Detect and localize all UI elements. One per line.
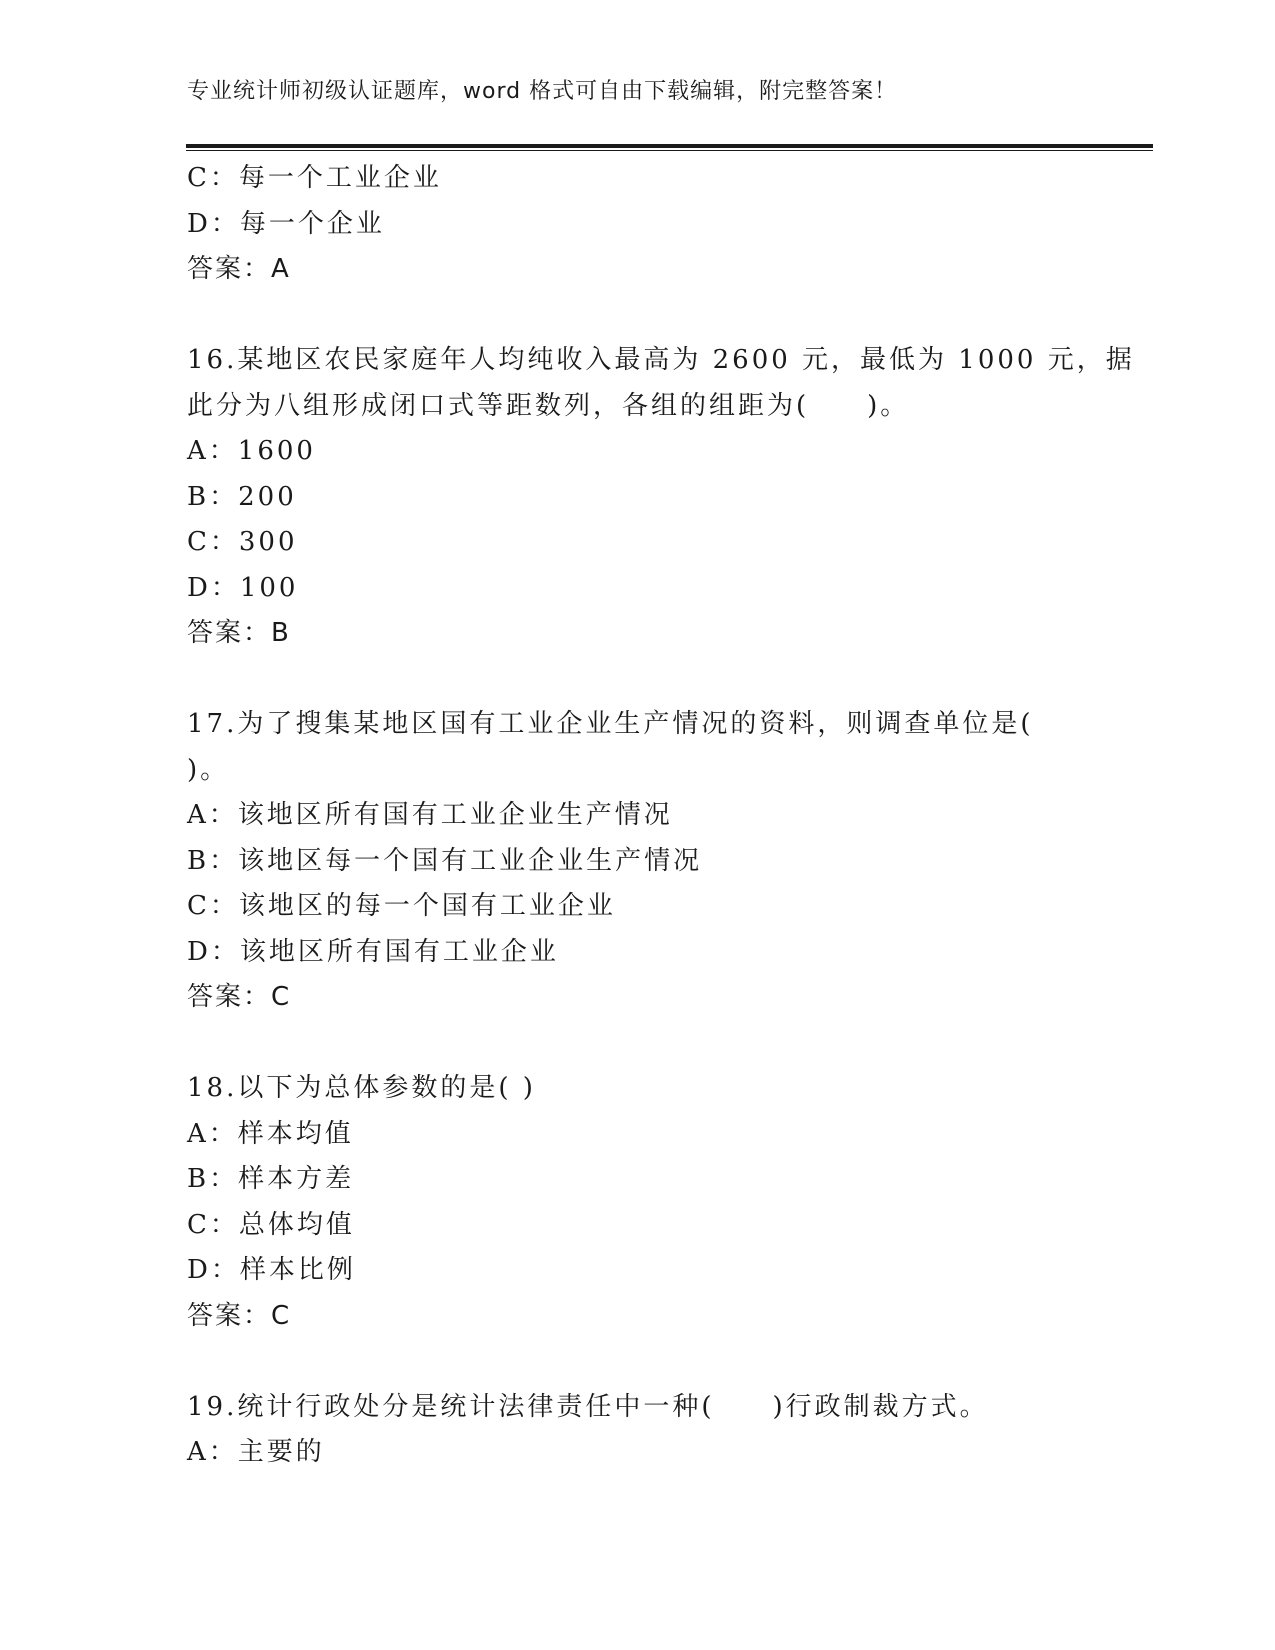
question-line: 16.某地区农民家庭年人均纯收入最高为 2600 元，最低为 1000 元，据 <box>187 345 1135 375</box>
question-line: B：200 <box>187 481 297 512</box>
header-rule-thick <box>186 144 1153 148</box>
question-line: A：样本均值 <box>187 1118 354 1149</box>
answer-line: 答案：A <box>187 254 291 284</box>
page-header: 专业统计师初级认证题库，word 格式可自由下载编辑，附完整答案！ <box>187 79 898 104</box>
question-block <box>187 1385 1087 1476</box>
question-line: 此分为八组形成闭口式等距数列，各组的组距为( )。 <box>187 390 910 421</box>
block-spacer <box>187 657 1087 703</box>
question-line: A：1600 <box>187 436 316 466</box>
question-line: D：该地区所有国有工业企业 <box>187 936 559 967</box>
question-block <box>187 338 1135 657</box>
question-line: B：样本方差 <box>187 1164 355 1194</box>
question-line: A：该地区所有国有工业企业生产情况 <box>187 800 673 830</box>
question-line: C：总体均值 <box>187 1209 355 1240</box>
question-line: B：该地区每一个国有工业企业生产情况 <box>187 845 703 876</box>
question-line: C：300 <box>187 527 298 557</box>
question-line: C：每一个工业企业 <box>187 163 442 193</box>
answer-line: 答案：C <box>187 982 292 1012</box>
question-line: D：每一个企业 <box>187 208 385 239</box>
question-line: 17.为了搜集某地区国有工业企业生产情况的资料，则调查单位是( <box>187 709 1034 739</box>
question-list <box>187 156 1135 1476</box>
question-line: C：该地区的每一个国有工业企业 <box>187 891 616 921</box>
question-line: D：100 <box>187 572 299 603</box>
question-line: 18.以下为总体参数的是( ) <box>187 1073 536 1103</box>
question-line: )。 <box>187 754 230 785</box>
block-spacer <box>187 1339 1087 1385</box>
question-line: 19.统计行政处分是统计法律责任中一种( )行政制裁方式。 <box>187 1391 989 1422</box>
answer-line: 答案：C <box>187 1300 292 1331</box>
question-line: D：样本比例 <box>187 1255 356 1285</box>
question-line: A：主要的 <box>187 1437 325 1467</box>
question-block <box>187 702 1087 1021</box>
answer-line: 答案：B <box>187 618 291 648</box>
block-spacer <box>187 1021 1087 1067</box>
question-block <box>187 1066 1087 1339</box>
question-block <box>187 156 1087 293</box>
block-spacer <box>187 293 1087 339</box>
header-rule-thin <box>186 150 1153 151</box>
